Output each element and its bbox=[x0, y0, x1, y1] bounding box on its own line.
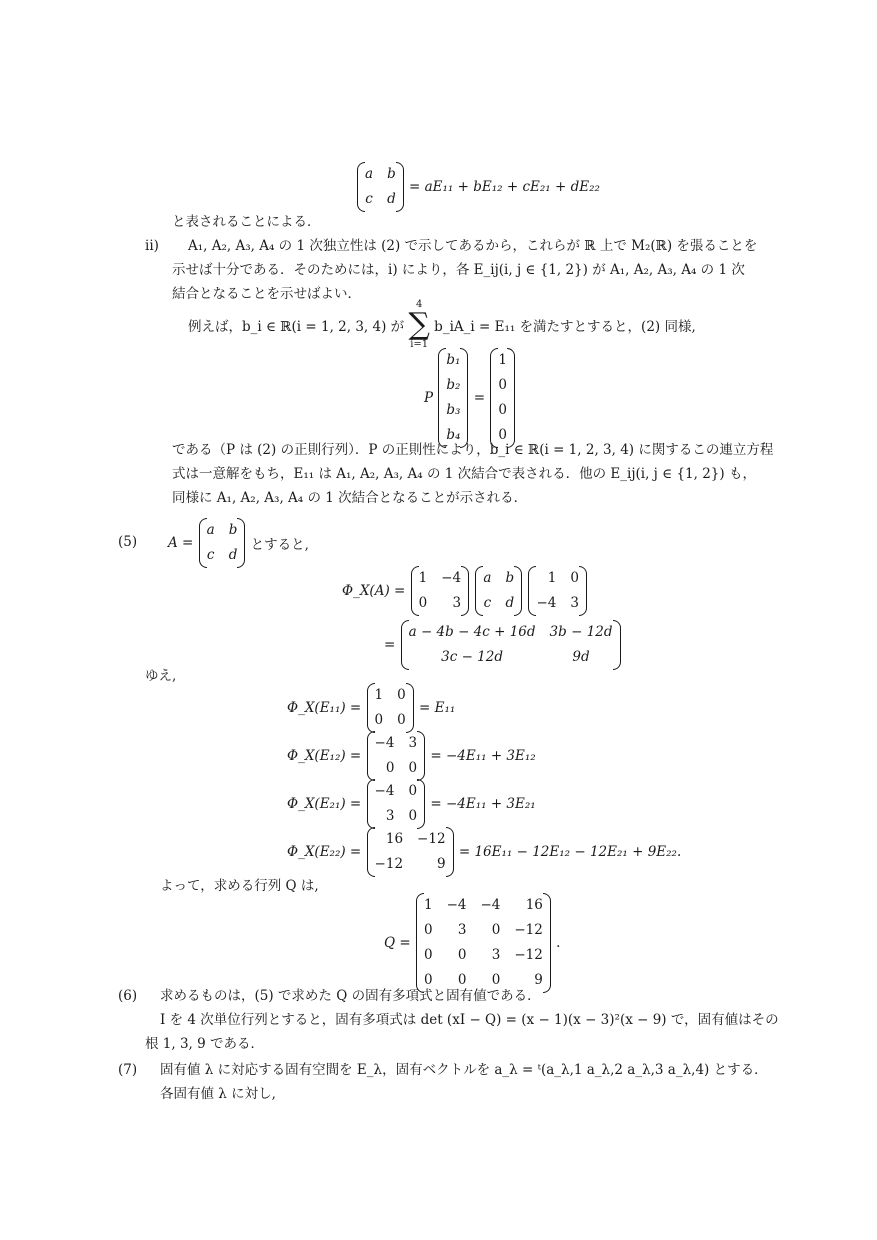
matrix-cell: 1 bbox=[374, 687, 384, 703]
matrix-cell: d bbox=[228, 547, 238, 563]
left-paren bbox=[411, 566, 419, 616]
item-label: ii) bbox=[145, 238, 159, 254]
right-paren bbox=[543, 893, 551, 993]
matrix-cell: d bbox=[505, 595, 515, 611]
equation-p-system bbox=[424, 348, 516, 448]
equation-phi-e12 bbox=[287, 731, 536, 781]
equation-phi-e22 bbox=[287, 827, 681, 877]
matrix-cell: 0 bbox=[408, 808, 418, 824]
matrix-cell: 1 bbox=[418, 570, 428, 586]
matrix-x-transpose bbox=[529, 566, 586, 616]
right-paren bbox=[461, 566, 469, 616]
text-line: 同様に A₁, A₂, A₃, A₄ の 1 次結合となることが示される． bbox=[172, 490, 528, 506]
right-paren bbox=[417, 779, 425, 829]
section-label: (7) bbox=[118, 1062, 138, 1078]
equation-rhs: = 16E₁₁ − 12E₁₂ − 12E₂₁ + 9E₂₂. bbox=[458, 844, 682, 860]
right-paren bbox=[514, 566, 522, 616]
matrix-abcd bbox=[358, 162, 403, 212]
matrix-cell: 0 bbox=[385, 760, 395, 776]
matrix-cell: b₄ bbox=[446, 427, 461, 443]
matrix-cell: 0 bbox=[498, 402, 507, 418]
left-paren bbox=[367, 731, 375, 781]
matrix-cell: 0 bbox=[498, 427, 507, 443]
matrix-cell: c bbox=[365, 191, 373, 207]
matrix-cell: b bbox=[505, 570, 515, 586]
matrix-cell: 1 bbox=[423, 897, 433, 913]
symbol: = bbox=[384, 637, 396, 653]
matrix-cell: b₁ bbox=[446, 352, 461, 368]
matrix-cell: 0 bbox=[408, 783, 418, 799]
matrix-cell: −4 bbox=[480, 897, 501, 913]
sum-lower: i=1 bbox=[410, 339, 429, 350]
matrix-cell: 0 bbox=[374, 712, 384, 728]
equation-phi-a bbox=[342, 566, 588, 616]
matrix-cell: b bbox=[387, 166, 396, 182]
symbol: Φ_X(E₁₂) = bbox=[287, 748, 362, 764]
text-segment: b_iA_i = E₁₁ を満たすとすると，(2) 同様, bbox=[434, 319, 696, 335]
section-label: (6) bbox=[118, 988, 138, 1004]
matrix-cell: −12 bbox=[514, 922, 543, 938]
matrix-cell: 3 bbox=[452, 595, 462, 611]
matrix-cell: −4 bbox=[441, 570, 462, 586]
matrix-cell: −12 bbox=[374, 856, 404, 872]
right-paren bbox=[406, 683, 414, 733]
text-line: A₁, A₂, A₃, A₄ の 1 次独立性は (2) で示してあるから，これらが ℝ 上で M₂(ℝ) を張ることを bbox=[188, 238, 758, 254]
definition-a bbox=[168, 518, 309, 568]
matrix-cell: 3c − 12d bbox=[441, 649, 504, 665]
matrix-cell: 0 bbox=[418, 595, 428, 611]
matrix-cell: 16 bbox=[385, 831, 404, 847]
right-paren bbox=[417, 731, 425, 781]
symbol: Q = bbox=[384, 935, 411, 951]
matrix-cell: 9 bbox=[534, 972, 543, 988]
matrix-cell: a bbox=[483, 570, 492, 586]
left-paren bbox=[475, 566, 483, 616]
text-line: ゆえ, bbox=[145, 668, 177, 684]
matrix-b-vector bbox=[439, 348, 467, 448]
matrix-cell: 1 bbox=[547, 570, 557, 586]
matrix-cell: a bbox=[206, 522, 215, 538]
matrix-cell: 0 bbox=[491, 922, 501, 938]
equation-q bbox=[384, 893, 560, 993]
text-line: 示せば十分である．そのためには，i) により，各 E_ij(i, j ∈ {1, 2}) が A₁, A₂, A₃, A₄ の 1 次 bbox=[172, 262, 745, 278]
matrix-cell: 3 bbox=[408, 735, 418, 751]
symbol: . bbox=[556, 935, 561, 951]
matrix-cell: 3 bbox=[457, 922, 467, 938]
matrix-e-vector bbox=[491, 348, 514, 448]
left-paren bbox=[416, 893, 424, 993]
right-paren bbox=[237, 518, 245, 568]
matrix-cell: d bbox=[387, 191, 396, 207]
right-paren bbox=[446, 827, 454, 877]
matrix-cell: a − 4b − 4c + 16d bbox=[408, 624, 536, 640]
matrix-cell: b bbox=[228, 522, 238, 538]
text-line: よって，求める行列 Q は, bbox=[160, 878, 319, 894]
sigma-icon: ∑ bbox=[408, 307, 430, 342]
sum-line bbox=[188, 300, 696, 350]
matrix-result bbox=[402, 620, 620, 670]
right-paren bbox=[579, 566, 587, 616]
matrix-abcd bbox=[200, 518, 245, 568]
left-paren bbox=[367, 779, 375, 829]
matrix-e12 bbox=[368, 731, 425, 781]
text-line: 各固有値 λ に対し, bbox=[160, 1086, 276, 1102]
sum-upper: 4 bbox=[415, 299, 423, 310]
matrix-cell: 0 bbox=[491, 972, 501, 988]
text-line: I を 4 次単位行列とすると，固有多項式は det (xI − Q) = (x − 1)(x − 3)²(x − 9) で，固有値はその bbox=[160, 1012, 779, 1028]
matrix-cell: 0 bbox=[423, 947, 433, 963]
matrix-abcd bbox=[476, 566, 521, 616]
equation-rhs: = aE₁₁ + bE₁₂ + cE₂₁ + dE₂₂ bbox=[409, 179, 600, 195]
matrix-cell: 0 bbox=[423, 922, 433, 938]
symbol: P bbox=[424, 390, 434, 406]
matrix-e21 bbox=[368, 779, 425, 829]
symbol: = bbox=[473, 390, 486, 406]
left-paren bbox=[490, 348, 498, 448]
matrix-cell: −4 bbox=[536, 595, 557, 611]
matrix-cell: b₃ bbox=[446, 402, 461, 418]
right-paren bbox=[460, 348, 468, 448]
matrix-cell: 0 bbox=[570, 570, 579, 586]
left-paren bbox=[438, 348, 446, 448]
equation-phi-e21 bbox=[287, 779, 536, 829]
matrix-cell: 1 bbox=[498, 352, 507, 368]
matrix-cell: c bbox=[483, 595, 492, 611]
section-label: (5) bbox=[118, 534, 138, 550]
matrix-cell: 0 bbox=[457, 972, 467, 988]
text-line: 求めるものは，(5) で求めた Q の固有多項式と固有値である． bbox=[160, 988, 541, 1004]
matrix-cell: 0 bbox=[498, 377, 507, 393]
symbol: Φ_X(E₂₁) = bbox=[287, 796, 362, 812]
matrix-q bbox=[417, 893, 550, 993]
matrix-e11 bbox=[368, 683, 413, 733]
right-paren bbox=[613, 620, 621, 670]
text-line: 結合となることを示せばよい． bbox=[172, 286, 361, 302]
matrix-cell: c bbox=[206, 547, 215, 563]
matrix-cell: −12 bbox=[514, 947, 543, 963]
matrix-cell: −12 bbox=[417, 831, 446, 847]
left-paren bbox=[357, 162, 365, 212]
matrix-cell: b₂ bbox=[446, 377, 461, 393]
matrix-cell: 3 bbox=[570, 595, 579, 611]
left-paren bbox=[367, 827, 375, 877]
text-segment: とすると, bbox=[250, 537, 309, 553]
matrix-cell: 0 bbox=[423, 972, 433, 988]
matrix-x bbox=[412, 566, 469, 616]
equation-rhs: = E₁₁ bbox=[419, 700, 456, 716]
right-paren bbox=[396, 162, 404, 212]
matrix-cell: 3 bbox=[491, 947, 501, 963]
matrix-cell: −4 bbox=[374, 783, 395, 799]
text-segment: 例えば，b_i ∈ ℝ(i = 1, 2, 3, 4) が bbox=[188, 319, 405, 335]
symbol: A = bbox=[168, 535, 194, 551]
text-line: 固有値 λ に対応する固有空間を E_λ，固有ベクトルを a_λ = ᵗ(a_λ,1 a_λ,2 a_λ,3 a_λ,4) とする． bbox=[160, 1062, 768, 1078]
symbol: Φ_X(E₁₁) = bbox=[287, 700, 362, 716]
left-paren bbox=[367, 683, 375, 733]
equation-phi-a-result bbox=[384, 620, 622, 670]
left-paren bbox=[528, 566, 536, 616]
matrix-cell: 16 bbox=[525, 897, 543, 913]
matrix-cell: 0 bbox=[457, 947, 467, 963]
matrix-cell: 3 bbox=[385, 808, 395, 824]
matrix-cell: 9 bbox=[436, 856, 446, 872]
text-line: である（P は (2) の正則行列）．P の正則性により，b_i ∈ ℝ(i = 1, 2, 3, 4) に関するこの連立方程 bbox=[172, 442, 774, 458]
text-line: 式は一意解をもち，E₁₁ は A₁, A₂, A₃, A₄ の 1 次結合で表される．他の E_ij(i, j ∈ {1, 2}) も， bbox=[172, 466, 756, 482]
right-paren bbox=[507, 348, 515, 448]
equation-phi-e11 bbox=[287, 683, 455, 733]
matrix-e22 bbox=[368, 827, 453, 877]
equation-rhs: = −4E₁₁ + 3E₂₁ bbox=[430, 796, 536, 812]
matrix-cell: 0 bbox=[397, 687, 406, 703]
equation-rhs: = −4E₁₁ + 3E₁₂ bbox=[430, 748, 536, 764]
left-paren bbox=[401, 620, 409, 670]
matrix-cell: −4 bbox=[446, 897, 467, 913]
equation-matrix-basis bbox=[356, 162, 600, 212]
matrix-cell: 3b − 12d bbox=[549, 624, 613, 640]
matrix-cell: a bbox=[365, 166, 374, 182]
summation-sign bbox=[408, 300, 429, 350]
left-paren bbox=[199, 518, 207, 568]
matrix-cell: −4 bbox=[374, 735, 395, 751]
matrix-cell: 0 bbox=[397, 712, 406, 728]
text-line: と表されることによる． bbox=[172, 214, 321, 230]
symbol: Φ_X(E₂₂) = bbox=[287, 844, 362, 860]
text-line: 根 1, 3, 9 である． bbox=[145, 1036, 265, 1052]
matrix-cell: 0 bbox=[408, 760, 418, 776]
matrix-cell: 9d bbox=[572, 649, 590, 665]
symbol: Φ_X(A) = bbox=[342, 583, 406, 599]
